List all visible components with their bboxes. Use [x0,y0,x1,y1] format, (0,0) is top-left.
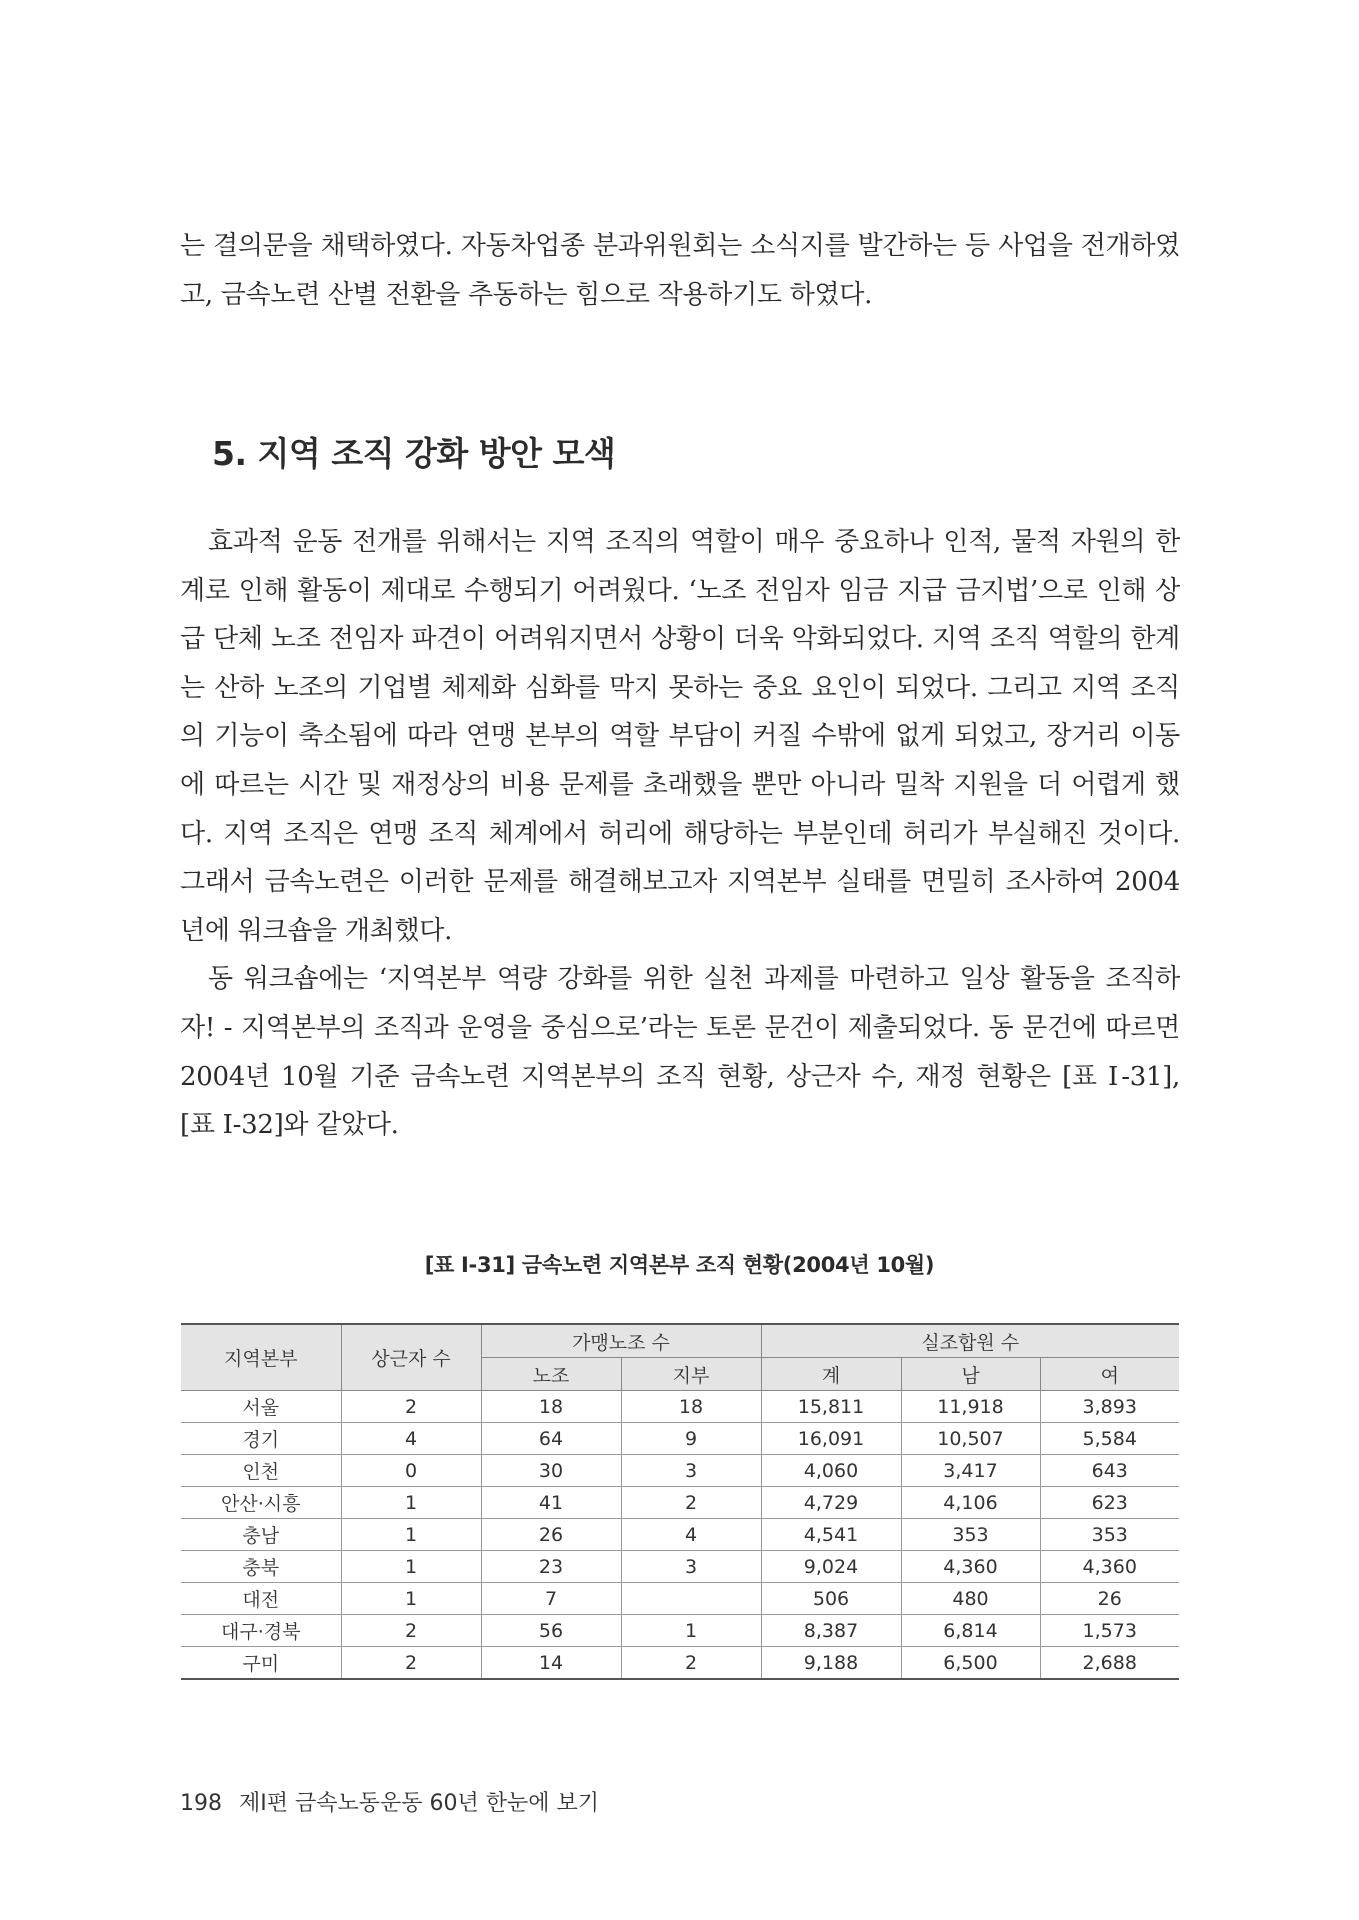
table-row [181,1519,1179,1551]
cell-female: 4,360 [1040,1551,1179,1583]
cell-branch: 9 [621,1423,761,1455]
cell-staff: 4 [341,1423,481,1455]
table-row [181,1391,1179,1423]
cell-staff: 1 [341,1487,481,1519]
page-number: 198 [180,1791,222,1816]
cell-female: 623 [1040,1487,1179,1519]
cell-branch [621,1583,761,1615]
cell-female: 2,688 [1040,1647,1179,1680]
body-paragraph-2: 동 워크숍에는 ‘지역본부 역량 강화를 위한 실천 과제를 마련하고 일상 활동을 조직하자! - 지역본부의 조직과 운영을 중심으로’라는 토론 문건이 제출되었다. 동 문건에 따르면 2004년 10월 기준 금속노련 지역본부의 조직 현황, 상근자 수, 재정 현황은 [표 Ⅰ-31], [표 Ⅰ-32]와 같았다. [180,964,1180,1141]
cell-male: 10,507 [901,1423,1040,1455]
page-footer [180,1786,599,1817]
header-members: 실조합원 수 [761,1324,1179,1358]
header-staff: 상근자 수 [341,1324,481,1391]
cell-female: 643 [1040,1455,1179,1487]
header-male: 남 [901,1358,1040,1391]
cell-male: 3,417 [901,1455,1040,1487]
header-affiliated: 가맹노조 수 [481,1324,761,1358]
cell-branch: 3 [621,1455,761,1487]
cell-female: 26 [1040,1583,1179,1615]
cell-male: 480 [901,1583,1040,1615]
cell-total: 15,811 [761,1391,901,1423]
cell-male: 6,500 [901,1647,1040,1680]
cell-union: 18 [481,1391,621,1423]
table-row [181,1551,1179,1583]
cell-branch: 1 [621,1615,761,1647]
intro-paragraph: 는 결의문을 채택하였다. 자동차업종 분과위원회는 소식지를 발간하는 등 사업을 전개하였고, 금속노련 산별 전환을 추동하는 힘으로 작용하기도 하였다. [180,231,1180,310]
cell-total: 4,729 [761,1487,901,1519]
cell-region: 구미 [181,1647,341,1680]
table-body [181,1391,1179,1680]
cell-female: 5,584 [1040,1423,1179,1455]
cell-male: 6,814 [901,1615,1040,1647]
cell-total: 9,024 [761,1551,901,1583]
cell-male: 11,918 [901,1391,1040,1423]
cell-union: 7 [481,1583,621,1615]
cell-branch: 3 [621,1551,761,1583]
cell-staff: 1 [341,1551,481,1583]
cell-staff: 1 [341,1519,481,1551]
header-total: 계 [761,1358,901,1391]
header-union: 노조 [481,1358,621,1391]
cell-region: 서울 [181,1391,341,1423]
cell-region: 충북 [181,1551,341,1583]
section-title: 5. 지역 조직 강화 방안 모색 [212,434,616,473]
cell-total: 16,091 [761,1423,901,1455]
running-title: 제Ⅰ편 금속노동운동 60년 한눈에 보기 [239,1791,599,1816]
cell-female: 353 [1040,1519,1179,1551]
cell-total: 506 [761,1583,901,1615]
cell-region: 경기 [181,1423,341,1455]
table-header-row [181,1324,1179,1358]
cell-region: 인천 [181,1455,341,1487]
cell-total: 4,060 [761,1455,901,1487]
cell-union: 56 [481,1615,621,1647]
cell-female: 3,893 [1040,1391,1179,1423]
cell-staff: 2 [341,1391,481,1423]
cell-branch: 4 [621,1519,761,1551]
cell-branch: 2 [621,1647,761,1680]
cell-staff: 2 [341,1615,481,1647]
cell-male: 4,106 [901,1487,1040,1519]
cell-region: 안산·시흥 [181,1487,341,1519]
header-region: 지역본부 [181,1324,341,1391]
cell-union: 14 [481,1647,621,1680]
header-branch: 지부 [621,1358,761,1391]
table-row [181,1583,1179,1615]
table-row [181,1487,1179,1519]
cell-staff: 2 [341,1647,481,1680]
cell-female: 1,573 [1040,1615,1179,1647]
cell-staff: 1 [341,1583,481,1615]
cell-union: 64 [481,1423,621,1455]
cell-branch: 2 [621,1487,761,1519]
cell-union: 30 [481,1455,621,1487]
table-row [181,1455,1179,1487]
cell-male: 353 [901,1519,1040,1551]
cell-union: 26 [481,1519,621,1551]
cell-male: 4,360 [901,1551,1040,1583]
table-row [181,1615,1179,1647]
cell-total: 9,188 [761,1647,901,1680]
body-text [180,518,1180,1150]
body-paragraph-1: 효과적 운동 전개를 위해서는 지역 조직의 역할이 매우 중요하나 인적, 물적 자원의 한계로 인해 활동이 제대로 수행되기 어려웠다. ‘노조 전임자 임금 지급 금지법’으로 인해 상급 단체 노조 전임자 파견이 어려워지면서 상황이 더욱 악화되었다. 지역 조직 역할의 한계는 산하 노조의 기업별 체제화 심화를 막지 못하는 중요 요인이 되었다. 그리고 지역 조직의 기능이 축소됨에 따라 연맹 본부의 역할 부담이 커질 수밖에 없게 되었고, 장거리 이동에 따르는 시간 및 재정상의 비용 문제를 초래했을 뿐만 아니라 밀착 지원을 더 어렵게 했다. 지역 조직은 연맹 조직 체계에서 허리에 해당하는 부분인데 허리가 부실해진 것이다. 그래서 금속노련은 이러한 문제를 해결해보고자 지역본부 실태를 면밀히 조사하여 2004년에 워크숍을 개최했다. [180,527,1180,946]
cell-region: 대전 [181,1583,341,1615]
cell-branch: 18 [621,1391,761,1423]
header-female: 여 [1040,1358,1179,1391]
cell-total: 8,387 [761,1615,901,1647]
table-row [181,1647,1179,1680]
cell-total: 4,541 [761,1519,901,1551]
cell-staff: 0 [341,1455,481,1487]
intro-paragraph-block [180,222,1180,319]
cell-region: 대구·경북 [181,1615,341,1647]
cell-union: 23 [481,1551,621,1583]
table-row [181,1423,1179,1455]
cell-region: 충남 [181,1519,341,1551]
cell-union: 41 [481,1487,621,1519]
table-caption: [표 Ⅰ-31] 금속노련 지역본부 조직 현황(2004년 10월) [424,1253,935,1277]
regional-organization-table [181,1323,1179,1680]
